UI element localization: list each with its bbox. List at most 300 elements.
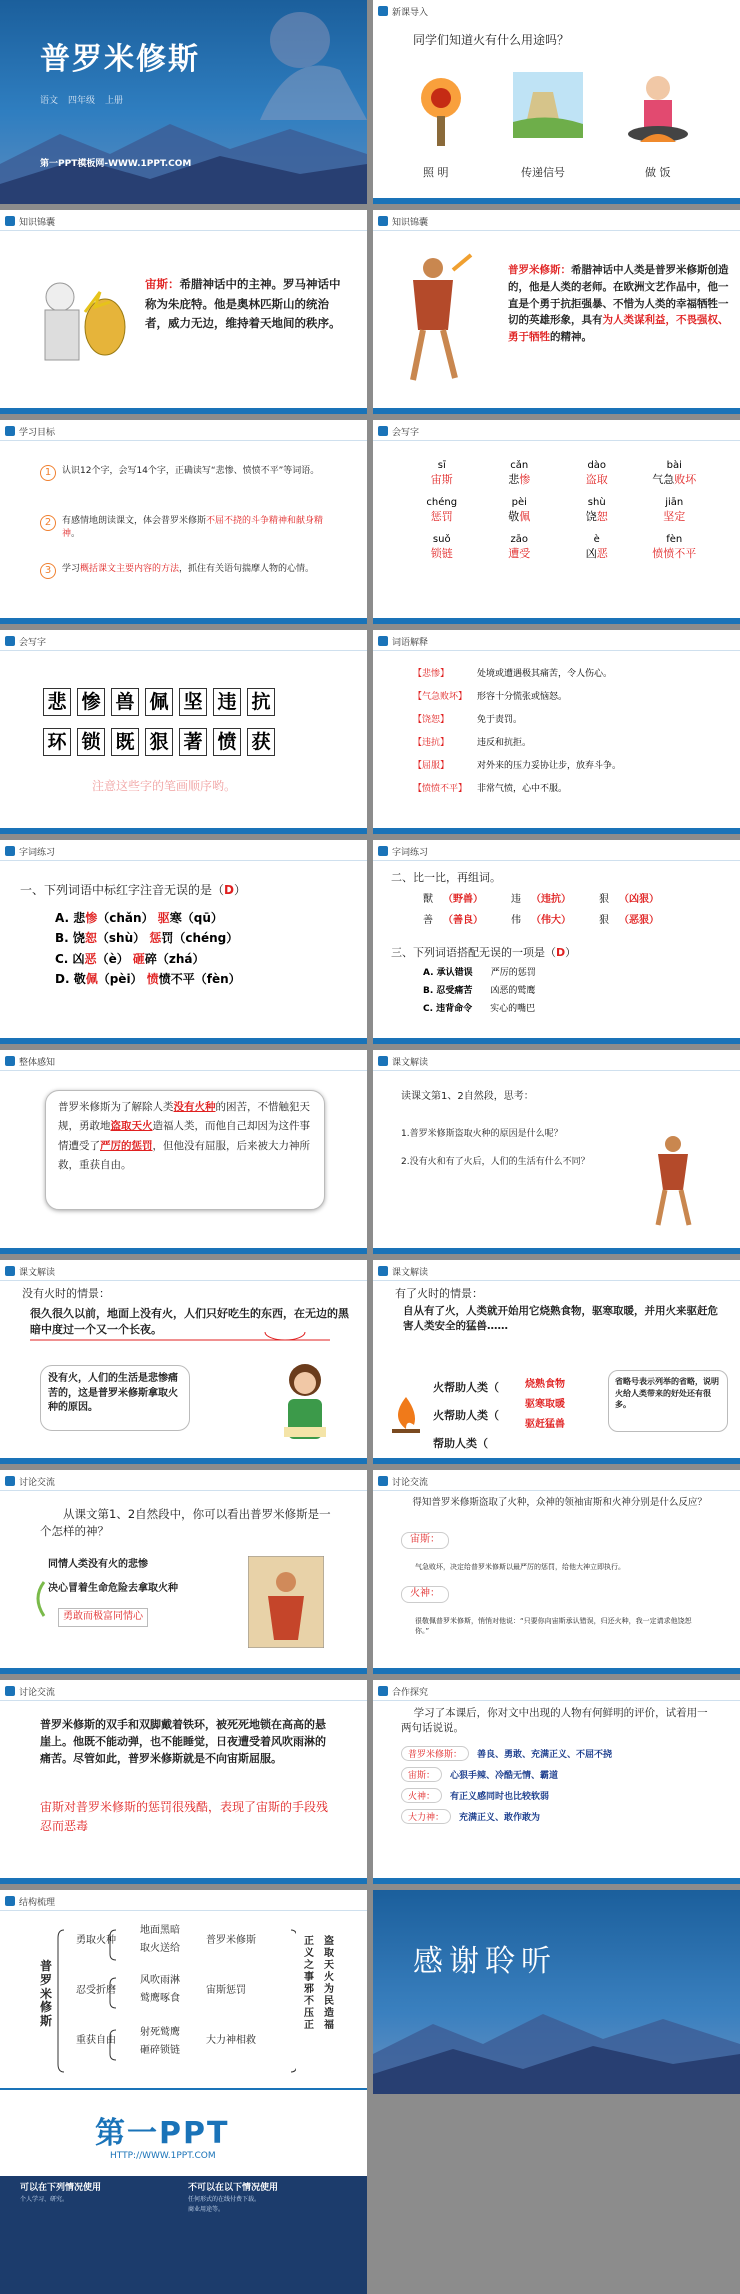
char-box: 违	[213, 688, 241, 716]
pair-row	[423, 890, 681, 905]
vocab-list	[413, 666, 713, 804]
word-highlight: 宙斯	[430, 473, 453, 486]
footer-bar	[373, 1458, 740, 1464]
option-red: 惨	[85, 911, 98, 925]
header-divider	[373, 1490, 740, 1491]
word	[481, 508, 559, 524]
slide-discuss-1	[0, 1470, 367, 1674]
word	[558, 545, 636, 561]
option-row	[423, 964, 536, 982]
word-plain: 气急	[652, 473, 675, 486]
header-divider	[373, 1070, 740, 1071]
zeus-text: 希腊神话中的主神。罗马神话中称为朱庇特。他是奥林匹斯山的统治者，威力无边，维持着天地间的秩序。	[145, 277, 341, 331]
structure-mid-5: 射死鹫鹰	[140, 2027, 180, 2038]
goal-number: 2	[40, 515, 56, 531]
pair-char: 狠	[599, 894, 609, 905]
goal-text: 认识12个字，会写14个字，正确读写“悲惨、愤愤不平”等词语。	[62, 466, 320, 476]
option-prefix: B. 饶	[55, 931, 85, 946]
section-header: 结构梳理	[5, 1894, 55, 1908]
torch-icon	[411, 68, 471, 148]
option-row	[423, 1000, 536, 1018]
word-plain: 悲	[508, 473, 520, 486]
option-a: B. 忍受痛苦	[423, 986, 473, 996]
header-divider	[0, 1070, 367, 1071]
section-header: 字词练习	[378, 844, 428, 858]
word-plain: 饶	[585, 510, 597, 523]
char-row	[40, 688, 278, 716]
option-row	[55, 908, 241, 928]
thanks-text: 感谢聆听	[413, 1944, 557, 1979]
word	[636, 508, 714, 524]
footer-bar	[0, 828, 367, 834]
option-list	[423, 964, 536, 1018]
campfire-icon	[388, 1395, 424, 1435]
pair-char: 狠	[599, 915, 609, 926]
option-pinyin: （pèi）	[97, 972, 147, 987]
vocab-def: 违反和抗拒。	[477, 738, 532, 748]
pinyin-item	[636, 534, 714, 561]
character-tag: 普罗米修斯：	[401, 1746, 469, 1761]
scene-label: 有了火时的情景：	[395, 1287, 483, 1300]
option-red: 砸	[132, 951, 145, 966]
vocab-def: 处境或遭遇极其痛苦，令人伤心。	[477, 669, 613, 679]
option-row	[423, 982, 536, 1000]
char-box: 佩	[145, 688, 173, 716]
help-answer-3: 驱赶猛兽	[525, 1419, 565, 1430]
page-title: 普罗米修斯	[40, 42, 200, 77]
pair-char: 善	[423, 915, 433, 926]
pinyin-item	[558, 460, 636, 487]
char-box: 锁	[77, 728, 105, 756]
footer-bar	[373, 618, 740, 624]
section-icon	[5, 216, 15, 226]
option-pinyin: 愤不平（fèn）	[158, 972, 241, 987]
word-highlight: 惨	[519, 473, 531, 486]
option-b: 严厉的惩罚	[490, 968, 536, 978]
footer-bar	[373, 828, 740, 834]
answer: D	[556, 946, 566, 959]
word-highlight: 愤愤不平	[652, 547, 697, 560]
meta-volume: 上册	[105, 96, 124, 106]
section-icon	[5, 1476, 15, 1486]
passage-analysis: 宙斯对普罗米修斯的惩罚很残酷，表现了宙斯的手段残忍而恶毒	[40, 1800, 329, 1834]
section-header: 词语解释	[378, 634, 428, 648]
pinyin: cǎn	[510, 460, 529, 471]
header-divider	[373, 440, 740, 441]
header-divider	[373, 1700, 740, 1701]
zeus-reaction: 气急败坏，决定给普罗米修斯以最严厉的惩罚，给他大神立即执行。	[415, 1563, 625, 1571]
pair-row	[423, 911, 681, 926]
option-list	[55, 908, 241, 990]
section-icon	[5, 1896, 15, 1906]
option-red: 驱	[157, 911, 170, 925]
footer-bar	[373, 408, 740, 414]
slide-writing	[0, 630, 367, 834]
footer-bar	[0, 1878, 367, 1884]
header-divider	[0, 650, 367, 651]
option-pinyin: （chǎn）	[97, 911, 158, 925]
vocab-def: 非常气愤，心中不服。	[477, 784, 568, 794]
section-header: 课文解读	[378, 1054, 428, 1068]
section-header: 会写字	[378, 424, 419, 438]
use-forbidden-item-2: 商业用途等。	[188, 2206, 225, 2213]
structure-mid-1: 地面黑暗	[140, 1925, 180, 1936]
char-box: 惨	[77, 688, 105, 716]
vocab-term: 【气急败坏】	[413, 692, 468, 702]
vocab-term: 【饶恕】	[413, 715, 450, 725]
section-header: 知识锦囊	[378, 214, 428, 228]
word-plain: 敬	[508, 510, 520, 523]
prometheus-illustration	[393, 250, 473, 390]
char-box: 著	[179, 728, 207, 756]
passage-text: 普罗米修斯的双手和双脚戴着铁环，被死死地锁在高高的悬崖上。他既不能动弹，也不能睡觉，日夜遭受着风吹雨淋的痛苦。尽管如此，普罗米修斯就是不向宙斯屈服。	[40, 1718, 326, 1766]
vocab-row	[413, 735, 713, 748]
header-divider	[373, 230, 740, 231]
slide-title	[0, 0, 367, 204]
exercise-question-3: 三、下列词语搭配无误的一项是（D）	[391, 946, 577, 959]
word-highlight: 盗取	[585, 473, 608, 486]
girl-reading-illustration	[270, 1355, 340, 1455]
character-eval: 充满正义、敢作敢为	[459, 1813, 541, 1823]
bubble-text: 省略号表示列举的省略，说明火给人类带来的好处还有很多。	[615, 1377, 719, 1410]
evaluation-row	[401, 1767, 721, 1782]
vocab-def: 对外来的压力妥协让步，放弃斗争。	[477, 761, 622, 771]
brand-url: HTTP://WWW.1PPT.COM	[110, 2151, 216, 2161]
pinyin: pèi	[511, 497, 527, 508]
evaluation-row	[401, 1746, 721, 1761]
char-box: 抗	[247, 688, 275, 716]
word-highlight: 佩	[519, 510, 531, 523]
pair-char: 违	[511, 894, 521, 905]
goal-number: 3	[40, 563, 56, 579]
prometheus-end: 的精神。	[550, 331, 592, 344]
pinyin-item	[558, 497, 636, 524]
use-allowed-item: 个人学习、研究。	[20, 2196, 69, 2203]
word	[403, 545, 481, 561]
header-divider	[0, 1280, 367, 1281]
section-header: 学习目标	[5, 424, 55, 438]
pinyin-item	[636, 497, 714, 524]
section-icon	[378, 426, 388, 436]
word-pairs	[423, 890, 681, 932]
footer-bar	[0, 1668, 367, 1674]
character-eval: 有正义感同时也比较软弱	[450, 1792, 550, 1802]
structure-mid-6: 砸碎锁链	[140, 2045, 180, 2056]
slide-discuss-3	[0, 1680, 367, 1884]
answer-conclusion: 勇敢而极富同情心	[58, 1608, 148, 1627]
option-pinyin: 寒（qū）	[169, 911, 223, 925]
slide-with-fire	[373, 1260, 740, 1464]
header-divider	[373, 650, 740, 651]
meta-row	[40, 95, 123, 108]
pinyin-grid	[403, 460, 713, 561]
section-header: 讨论交流	[378, 1474, 428, 1488]
pair-answer: （恶狠）	[619, 915, 659, 926]
goal-text: 有感情地朗读课文，体会普罗米修斯	[62, 516, 207, 526]
slide-zeus	[0, 210, 367, 414]
pinyin: bài	[666, 460, 682, 471]
footer-bar	[0, 1038, 367, 1044]
exercise-question: 一、下列词语中标红字注音无误的是（D）	[20, 883, 246, 897]
goal-3	[40, 563, 340, 579]
header-divider	[0, 1910, 367, 1911]
caption-light: 照 明	[423, 166, 449, 179]
structure-right-1: 普罗米修斯	[206, 1935, 256, 1946]
option-red: 愤	[146, 972, 159, 987]
option-row	[55, 928, 241, 948]
char-box: 环	[43, 728, 71, 756]
goal-end: 。	[71, 529, 81, 540]
beacon-tower-icon	[513, 72, 583, 138]
section-icon	[378, 216, 388, 226]
zeus-tag: 宙斯：	[401, 1532, 449, 1549]
header-divider	[0, 230, 367, 231]
header-divider	[0, 1490, 367, 1491]
structure-root: 普罗米修斯	[40, 1959, 53, 2029]
section-header: 会写字	[5, 634, 46, 648]
section-icon	[5, 426, 15, 436]
pinyin: zāo	[510, 534, 528, 545]
section-icon	[378, 636, 388, 646]
word	[481, 545, 559, 561]
use-allowed-heading: 可以在下列情况使用	[20, 2183, 102, 2193]
pinyin-item	[403, 534, 481, 561]
slide-no-fire	[0, 1260, 367, 1464]
zeus-desc	[145, 275, 345, 334]
slide-intro	[373, 0, 740, 204]
character-tag: 大力神：	[401, 1809, 451, 1824]
footer-bar	[0, 618, 367, 624]
character-tag: 火神：	[401, 1788, 442, 1803]
structure-theme-2: 盗取天火为民造福	[324, 1936, 334, 2031]
word	[403, 471, 481, 487]
structure-left-2: 忍受折磨	[76, 1985, 116, 1996]
help-label-1: 火帮助人类（	[433, 1381, 499, 1394]
footer-bar	[0, 1248, 367, 1254]
slide-pinyin	[373, 420, 740, 624]
header-divider	[0, 860, 367, 861]
prometheus-text: 希腊神话中人类是普罗米修斯创造的，他是人类的老师。在欧洲文艺作品中，他一直是个勇于抗拒强暴、不惜为人类的幸福牺牲一切的英雄形象，具有	[508, 264, 729, 327]
goal-highlight: 不屈不挠的斗争精神和献身精神	[62, 516, 324, 540]
char-box: 既	[111, 728, 139, 756]
pinyin-item	[636, 460, 714, 487]
char-box: 狠	[145, 728, 173, 756]
pair-char: 獸	[423, 894, 433, 905]
word-highlight: 败坏	[674, 473, 697, 486]
underline-mark	[30, 1332, 340, 1352]
word	[558, 471, 636, 487]
prometheus-spirit: 为人类谋利益，不畏强权、勇于牺牲	[508, 314, 729, 344]
vocab-row	[413, 758, 713, 771]
reading-q2: 2.没有火和有了火后，人们的生活有什么不同？	[401, 1157, 590, 1167]
char-box: 愤	[213, 728, 241, 756]
footer-bar	[373, 1248, 740, 1254]
goal-number: 1	[40, 465, 56, 481]
option-row	[55, 949, 241, 969]
cooperate-question: 学习了本课后，你对文中出现的人物有何鲜明的评价，试着用一两句话说说。	[401, 1707, 708, 1735]
footer-bar	[0, 408, 367, 414]
mountain-illustration	[373, 1984, 740, 2094]
pair-char: 伟	[511, 915, 521, 926]
slide-prometheus	[373, 210, 740, 414]
slide-discuss-2	[373, 1470, 740, 1674]
character-eval: 善良、勇敢、充满正义、不屈不挠	[477, 1750, 613, 1760]
section-header: 课文解读	[5, 1264, 55, 1278]
site-label: 第一PPT模板网-WWW.1PPT.COM	[40, 159, 192, 169]
firegod-tag: 火神：	[401, 1586, 449, 1603]
evaluation-row	[401, 1788, 721, 1803]
goal-2	[40, 515, 340, 541]
word	[403, 508, 481, 524]
header-divider	[373, 860, 740, 861]
char-box: 悲	[43, 688, 71, 716]
word-highlight: 坚定	[663, 510, 686, 523]
intro-question: 同学们知道火有什么用途吗？	[413, 33, 570, 47]
structure-right-3: 大力神相救	[206, 2035, 256, 2046]
char-row	[40, 728, 278, 756]
word-highlight: 恕	[596, 510, 608, 523]
vocab-term: 【悲惨】	[413, 669, 450, 679]
pinyin-item	[403, 497, 481, 524]
goal-text: 学习	[62, 564, 81, 574]
goal-1	[40, 465, 340, 481]
prometheus-desc	[508, 262, 730, 346]
section-icon	[5, 1686, 15, 1696]
pair-answer: （善良）	[443, 915, 483, 926]
vocab-row	[413, 666, 713, 679]
pinyin-item	[481, 497, 559, 524]
option-row	[55, 969, 241, 989]
firegod-reaction: 很敬佩普罗米修斯，悄悄对他说：“只要你向宙斯承认错误，归还火种，我一定请求他饶恕你。”	[415, 1617, 692, 1636]
vocab-def: 免于责罚。	[477, 715, 523, 725]
zeus-illustration	[20, 272, 130, 382]
vocab-term: 【违抗】	[413, 738, 450, 748]
section-icon	[378, 6, 388, 16]
option-a: A. 承认错误	[423, 968, 473, 978]
footer-bar	[0, 1458, 367, 1464]
help-answer-2: 驱寒取暖	[525, 1399, 565, 1410]
word	[558, 508, 636, 524]
pinyin-item	[558, 534, 636, 561]
help-label-2: 火帮助人类（	[433, 1409, 499, 1422]
vocab-term: 【愤愤不平】	[413, 784, 468, 794]
vocab-row	[413, 689, 713, 702]
scene-label: 没有火时的情景：	[22, 1287, 110, 1300]
word-highlight: 锁链	[430, 547, 453, 560]
vocab-row	[413, 712, 713, 725]
exercise-question: 二、比一比，再组词。	[391, 871, 501, 884]
word-highlight: 遭受	[508, 547, 531, 560]
answer: D	[224, 883, 234, 897]
pinyin-item	[481, 534, 559, 561]
cooking-icon	[618, 66, 698, 146]
footer-bar	[373, 1668, 740, 1674]
option-pinyin: 碎（zhá）	[144, 951, 205, 966]
prometheus-illustration	[643, 1130, 703, 1230]
word	[636, 545, 714, 561]
header-divider	[0, 440, 367, 441]
footer-bar	[373, 1878, 740, 1884]
zeus-label: 宙斯：	[145, 277, 180, 291]
pair-answer: （野兽）	[443, 894, 483, 905]
section-icon	[5, 846, 15, 856]
option-red: 恕	[84, 931, 97, 946]
pinyin: fèn	[666, 534, 683, 545]
statue-illustration	[230, 0, 367, 120]
use-forbidden-heading: 不可以在以下情况使用	[188, 2183, 279, 2193]
caption-cook: 做 饭	[645, 166, 671, 179]
section-icon	[378, 846, 388, 856]
painting-illustration	[248, 1556, 324, 1648]
word	[636, 471, 714, 487]
evaluation-list	[401, 1746, 721, 1830]
slide-vocab	[373, 630, 740, 834]
section-icon	[378, 1476, 388, 1486]
character-tag: 宙斯：	[401, 1767, 442, 1782]
structure-theme-1: 正义之事邪不压正	[304, 1936, 314, 2031]
header-divider	[373, 1280, 740, 1281]
option-prefix: D. 敬	[55, 972, 86, 987]
discuss-question: 从课文第1、2自然段中，你可以看出普罗米修斯是一个怎样的神？	[40, 1507, 331, 1538]
bubble-text: 没有火，人们的生活是悲惨痛苦的，这是普罗米修斯拿取火种的原因。	[48, 1373, 178, 1413]
slide-reading	[373, 1050, 740, 1254]
section-icon	[378, 1266, 388, 1276]
section-icon	[378, 1056, 388, 1066]
slide-structure	[0, 1890, 367, 2094]
option-pinyin: （è）	[96, 951, 133, 966]
scene-text: 很久很久以前，地面上没有火，人们只好吃生的东西，在无边的黑暗中度过一个又一个长夜。	[30, 1307, 349, 1336]
vocab-term: 【屈服】	[413, 761, 450, 771]
use-forbidden-item: 任何形式的在线付费下载。	[188, 2196, 261, 2203]
option-prefix: A. 悲	[55, 911, 86, 925]
section-icon	[5, 636, 15, 646]
slide-overview	[0, 1050, 367, 1254]
slide-cooperate	[373, 1680, 740, 1884]
pinyin: sī	[437, 460, 446, 471]
pinyin-item	[481, 460, 559, 487]
pinyin-item	[403, 460, 481, 487]
pair-answer: （凶狠）	[619, 894, 659, 905]
option-b: 实心的嘴巴	[490, 1004, 536, 1014]
discuss-question: 得知普罗米修斯盗取了火种，众神的领袖宙斯和火神分别是什么反应？	[412, 1497, 707, 1508]
pinyin: shù	[587, 497, 606, 508]
scene-text: 自从有了火，人类就开始用它烧熟食物，驱寒取暖，并用火来驱赶危害人类安全的猛兽……	[403, 1305, 718, 1333]
slide-exercise-2	[373, 840, 740, 1044]
structure-left-1: 勇取火种	[76, 1935, 116, 1946]
slide-thanks	[373, 1890, 740, 2094]
section-header: 课文解读	[378, 1264, 428, 1278]
help-label-cut: 帮助人类（	[433, 1437, 488, 1450]
section-header: 字词练习	[5, 844, 55, 858]
pinyin: chéng	[426, 497, 458, 508]
section-header: 合作探究	[378, 1684, 428, 1698]
structure-right-2: 宙斯惩罚	[206, 1985, 246, 1996]
arrow-icon	[30, 1580, 50, 1620]
word-plain: 凶	[585, 547, 597, 560]
reading-q1: 1.普罗米修斯盗取火种的原因是什么呢？	[401, 1129, 563, 1139]
footer-bar	[373, 198, 740, 204]
answer-1: 同情人类没有火的悲惨	[48, 1559, 148, 1570]
structure-mid-4: 鹫鹰啄食	[140, 1993, 180, 2004]
structure-left-3: 重获自由	[76, 2035, 116, 2046]
slide-exercise-1	[0, 840, 367, 1044]
word-highlight: 惩罚	[430, 510, 453, 523]
section-header: 知识锦囊	[5, 214, 55, 228]
option-pinyin: （shù）	[96, 931, 150, 946]
pinyin: jiān	[665, 497, 684, 508]
section-header: 讨论交流	[5, 1474, 55, 1488]
section-header: 新课导入	[378, 4, 428, 18]
